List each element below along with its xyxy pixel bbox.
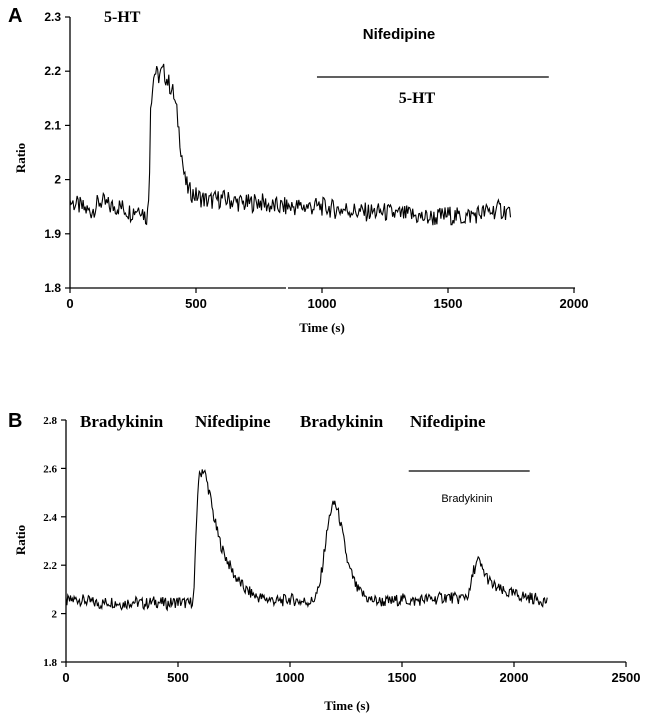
panel-b-drug2-label: Nifedipine bbox=[410, 412, 486, 431]
panel-b-stim1-label: Bradykinin bbox=[80, 412, 164, 431]
panel-a-stim-label: 5-HT bbox=[104, 9, 141, 26]
x-tick-label: 1000 bbox=[275, 670, 305, 685]
x-tick-label: 500 bbox=[167, 670, 189, 685]
y-tick-label: 2.4 bbox=[43, 511, 57, 524]
y-tick-label: 2.2 bbox=[44, 64, 61, 79]
y-tick-label: 2.1 bbox=[44, 118, 61, 133]
panel-b-stim2-label: Bradykinin bbox=[300, 412, 384, 431]
y-tick-label: 1.8 bbox=[43, 657, 57, 669]
panel-b-x-ticks bbox=[62, 662, 640, 685]
panel-b-y-label: Ratio bbox=[13, 524, 28, 556]
panel-b-x-label: Time (s) bbox=[324, 698, 370, 713]
y-tick-label: 2.8 bbox=[43, 415, 57, 427]
panel-letter-a: A bbox=[8, 5, 23, 27]
panel-a-x-label: Time (s) bbox=[299, 320, 345, 335]
panel-a-y-label: Ratio bbox=[13, 142, 28, 174]
y-tick-label: 2.2 bbox=[43, 560, 57, 573]
y-tick-label: 2 bbox=[51, 608, 57, 621]
x-tick-label: 2000 bbox=[499, 670, 529, 685]
x-tick-label: 500 bbox=[185, 296, 207, 311]
x-tick-label: 2000 bbox=[559, 296, 589, 311]
panel-b-chart bbox=[8, 410, 640, 713]
panel-a-y-ticks bbox=[44, 10, 70, 295]
panel-letter-b: B bbox=[8, 410, 23, 432]
y-tick-label: 2.3 bbox=[44, 10, 61, 24]
panel-b-drug1-label: Nifedipine bbox=[195, 412, 271, 431]
x-tick-label: 1500 bbox=[433, 296, 463, 311]
panel-a-drug-label: Nifedipine bbox=[362, 26, 436, 43]
panel-b-stim-under-drug-label: Bradykinin bbox=[441, 493, 493, 505]
y-tick-label: 1.8 bbox=[44, 281, 61, 295]
x-tick-label: 0 bbox=[62, 670, 70, 685]
y-tick-label: 2 bbox=[54, 172, 61, 187]
panel-b-trace bbox=[66, 469, 547, 610]
x-tick-label: 0 bbox=[66, 296, 74, 311]
x-tick-label: 1000 bbox=[307, 296, 337, 311]
panel-a-stim-under-drug-label: 5-HT bbox=[398, 90, 436, 107]
panel-b-y-ticks bbox=[43, 415, 66, 669]
x-tick-label: 2500 bbox=[611, 670, 641, 685]
panel-a-x-ticks bbox=[66, 288, 588, 311]
y-tick-label: 2.6 bbox=[43, 463, 57, 476]
panel-a-chart bbox=[8, 5, 588, 335]
x-tick-label: 1500 bbox=[387, 670, 417, 685]
panel-a-trace bbox=[70, 64, 511, 225]
y-tick-label: 1.9 bbox=[44, 226, 61, 241]
